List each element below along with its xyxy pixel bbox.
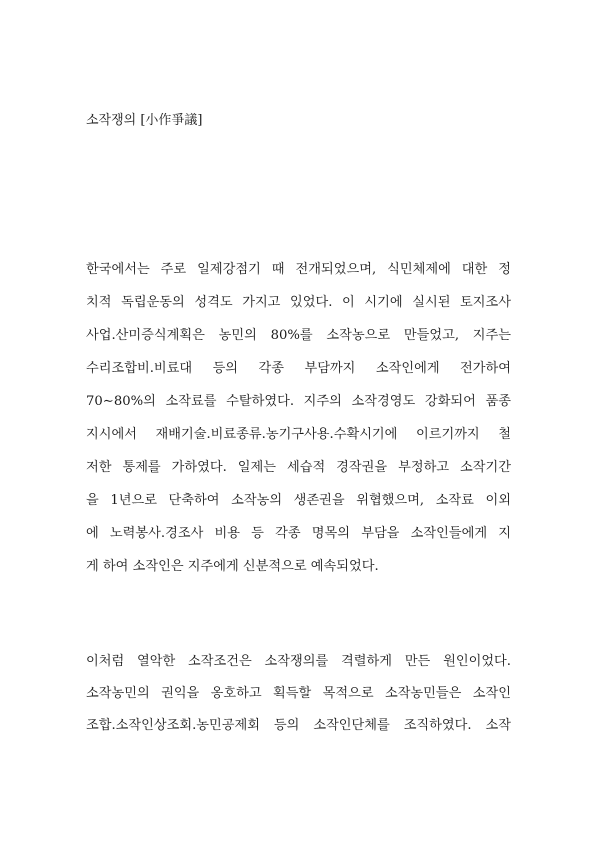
paragraph1-line-7: 저한 통제를 가하였다. 일제는 세습적 경작권을 부정하고 소작기간 (86, 460, 511, 475)
paragraph1-line-6: 지시에서 재배기술.비료종류.농기구사용.수확시기에 이르기까지 철 (86, 427, 511, 442)
paragraph2-line-3: 조합.소작인상조회.농민공제회 등의 소작인단체를 조직하였다. 소작 (86, 718, 511, 733)
paragraph1-line-8: 을 1년으로 단축하여 소작농의 생존권을 위협했으며, 소작료 이외 (86, 493, 511, 508)
paragraph2-line-2: 소작농민의 권익을 옹호하고 획득할 목적으로 소작농민들은 소작인 (86, 686, 511, 701)
paragraph1-line-5: 70∼80%의 소작료를 수탈하였다. 지주의 소작경영도 강화되어 품종 (86, 394, 511, 409)
paragraph1-line-2: 치적 독립운동의 성격도 가지고 있었다. 이 시기에 실시된 토지조사 (86, 295, 511, 310)
paragraph1-line-9: 에 노력봉사.경조사 비용 등 각종 명목의 부담을 소작인들에게 지 (86, 526, 511, 541)
paragraph1-line-10: 게 하여 소작인은 지주에게 신분적으로 예속되었다. (86, 559, 379, 574)
paragraph1-line-3: 사업.산미증식계획은 농민의 80%를 소작농으로 만들었고, 지주는 (86, 328, 511, 343)
paragraph2-line-1: 이처럼 열악한 소작조건은 소작쟁의를 격렬하게 만든 원인이었다. (86, 654, 511, 669)
paragraph1-line-1: 한국에서는 주로 일제강점기 때 전개되었으며, 식민체제에 대한 정 (86, 262, 511, 277)
document-title: 소작쟁의 [小作爭議] (86, 113, 203, 128)
paragraph1-line-4: 수리조합비.비료대 등의 각종 부담까지 소작인에게 전가하여 (86, 361, 511, 376)
